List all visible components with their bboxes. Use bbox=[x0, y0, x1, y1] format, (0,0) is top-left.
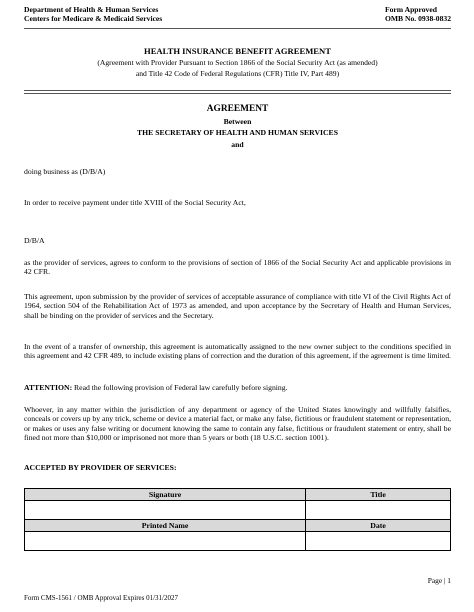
dba-label: doing business as (D/B/A) bbox=[24, 167, 106, 176]
omb-number: OMB No. 0938-0832 bbox=[384, 14, 451, 24]
form-id-footer: Form CMS-1561 / OMB Approval Expires 01/31/2027 bbox=[24, 594, 179, 602]
receive-payment-text: In order to receive payment under title XVIII of the Social Security Act, bbox=[24, 198, 246, 207]
secretary-label: THE SECRETARY OF HEALTH AND HUMAN SERVICES bbox=[137, 128, 338, 137]
form-subtitle-line2: and Title 42 Code of Federal Regulations (CFR) Title IV, Part 489) bbox=[135, 69, 340, 78]
page-number: Page | 1 bbox=[427, 576, 451, 585]
department-name: Department of Health & Human Services bbox=[24, 5, 159, 14]
agency-block bbox=[24, 5, 162, 24]
submission-paragraph: This agreement, upon submission by the provider of services of acceptable assurance of compliance with title VI of the Civil Rights Act of 1964, section 504 of the Rehabilitation Act of 1973 as amended, and upon acceptance by the Secretary of Health and Human Services, shall be binding on the provider of services and the Secretary. bbox=[24, 292, 451, 320]
signature-table bbox=[24, 488, 451, 551]
form-title: HEALTH INSURANCE BENEFIT AGREEMENT bbox=[144, 46, 331, 56]
printed-name-field[interactable] bbox=[25, 532, 306, 551]
false-statement-paragraph: Whoever, in any matter within the jurisdiction of any department or agency of the United States knowingly and willfully falsifies, conceals or covers up by any trick, scheme or device a material fact, or make any false, fictitious or fraudulent statement or representation, or makes or uses any false writing or document knowing the same to contain any false, fictitious or fraudulent statement or entry, shall be fined not more than $10,000 or imprisoned not more than 5 years or both (18 U.S.C. section 1001). bbox=[24, 405, 451, 443]
between-label: Between bbox=[223, 117, 252, 126]
title-column-header: Title bbox=[306, 489, 451, 501]
provider-paragraph: as the provider of services, agrees to conform to the provisions of section of 1866 of the Social Security Act and applicable provisions in 42 CFR. bbox=[24, 258, 451, 277]
attention-line bbox=[24, 383, 451, 392]
date-column-header: Date bbox=[306, 520, 451, 532]
transfer-paragraph: In the event of a transfer of ownership, this agreement is automatically assigned to the new owner subject to the conditions specified in this agreement and 42 CFR 489, to include existing plans of correction and the duration of this agreement, if the agreement is time limited. bbox=[24, 342, 451, 361]
omb-block bbox=[385, 5, 451, 24]
date-field[interactable] bbox=[306, 532, 451, 551]
title-rule bbox=[24, 90, 451, 91]
signature-column-header: Signature bbox=[25, 489, 306, 501]
dba-short-label: D/B/A bbox=[24, 236, 45, 245]
title-rule-double bbox=[24, 93, 451, 94]
accepted-heading: ACCEPTED BY PROVIDER OF SERVICES: bbox=[24, 463, 177, 472]
form-page bbox=[24, 0, 451, 612]
form-approved-label: Form Approved bbox=[384, 5, 437, 14]
form-header bbox=[24, 5, 451, 27]
signature-field[interactable] bbox=[25, 501, 306, 520]
printed-name-column-header: Printed Name bbox=[25, 520, 306, 532]
center-name: Centers for Medicare & Medicaid Services bbox=[24, 14, 163, 24]
and-label: and bbox=[231, 140, 244, 149]
attention-label: ATTENTION: bbox=[24, 383, 73, 392]
header-rule bbox=[24, 28, 451, 29]
title-field[interactable] bbox=[306, 501, 451, 520]
agreement-heading: AGREEMENT bbox=[206, 104, 269, 114]
attention-text: Read the following provision of Federal law carefully before signing. bbox=[72, 383, 288, 392]
form-subtitle-line1: (Agreement with Provider Pursuant to Section 1866 of the Social Security Act (as amended) bbox=[97, 58, 378, 67]
